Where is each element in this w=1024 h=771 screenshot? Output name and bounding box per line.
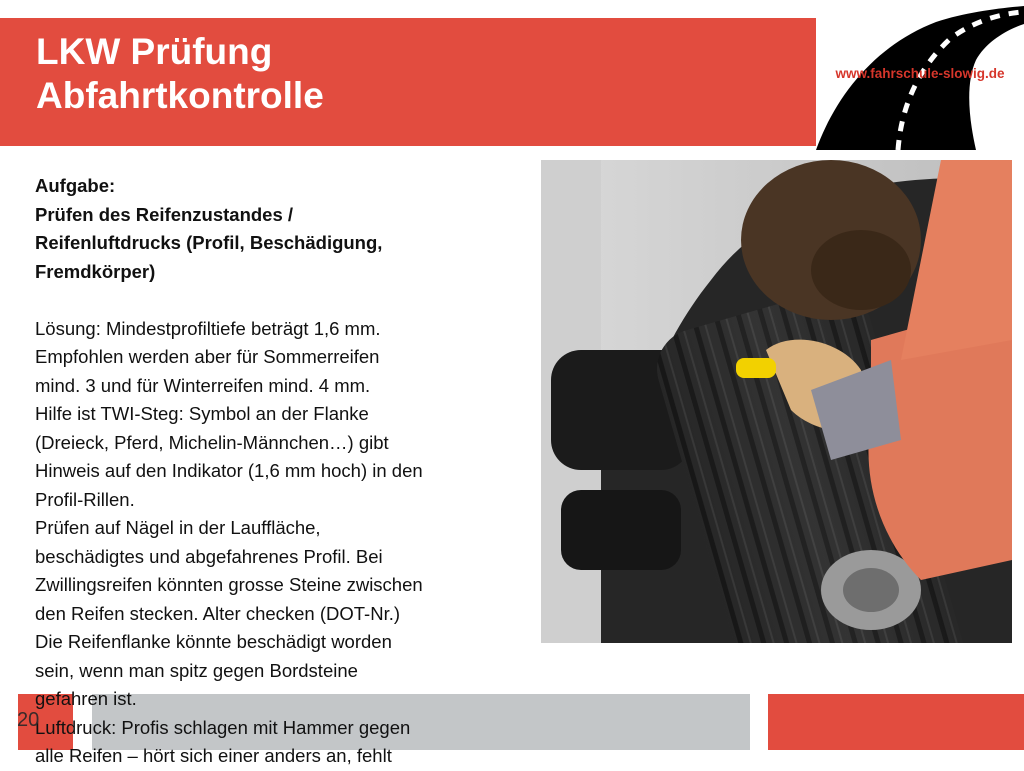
solution-line: Hilfe ist TWI-Steg: Symbol an der Flanke bbox=[35, 403, 369, 424]
solution-line: (Dreieck, Pferd, Michelin-Männchen…) gibt bbox=[35, 431, 389, 453]
solution-line: Prüfen auf Nägel in der Lauffläche, bbox=[35, 517, 321, 538]
logo-url-text: www.fahrschule-slowig.de bbox=[835, 66, 1005, 81]
task-line: Fremdkörper) bbox=[35, 260, 156, 282]
spacer bbox=[35, 286, 535, 315]
task-line: Reifenluftdrucks (Profil, Beschädigung, bbox=[35, 232, 383, 253]
solution-line: alle Reifen – hört sich einer anders an, fehlt bbox=[35, 745, 392, 766]
title-bar bbox=[0, 18, 816, 146]
photo-illustration bbox=[541, 160, 1012, 643]
title-line-2: Abfahrtkontrolle bbox=[36, 75, 324, 116]
solution-line: Luftdruck: Profis schlagen mit Hammer gegen bbox=[35, 716, 411, 738]
solution-line: den Reifen stecken. Alter checken (DOT-Nr.) bbox=[35, 602, 401, 624]
solution-line: beschädigtes und abgefahrenes Profil. Bei bbox=[35, 545, 383, 567]
slide-content bbox=[35, 172, 535, 771]
page-number: 20 bbox=[17, 709, 40, 731]
logo bbox=[816, 0, 1024, 150]
task-line: Prüfen des Reifenzustandes / bbox=[35, 203, 294, 225]
solution-line: Profil-Rillen. bbox=[35, 488, 135, 510]
tire-inspection-photo bbox=[541, 160, 1012, 643]
solution-line: gefahren ist. bbox=[35, 688, 137, 709]
task-heading: Aufgabe: bbox=[35, 175, 116, 196]
solution-line: Lösung: Mindestprofiltiefe beträgt 1,6 mm. bbox=[35, 317, 381, 339]
solution-line: Zwillingsreifen könnten grosse Steine zwischen bbox=[35, 574, 423, 595]
solution-line: sein, wenn man spitz gegen Bordsteine bbox=[35, 659, 358, 681]
title-line-1: LKW Prüfung bbox=[36, 31, 273, 72]
solution-line: mind. 3 und für Winterreifen mind. 4 mm. bbox=[35, 374, 371, 396]
page-title bbox=[36, 30, 324, 118]
solution-line: Hinweis auf den Indikator (1,6 mm hoch) in den bbox=[35, 460, 423, 481]
solution-line: Die Reifenflanke könnte beschädigt worden bbox=[35, 631, 392, 652]
footer-red-block-right bbox=[768, 694, 1024, 750]
solution-line: Empfohlen werden aber für Sommerreifen bbox=[35, 346, 380, 367]
